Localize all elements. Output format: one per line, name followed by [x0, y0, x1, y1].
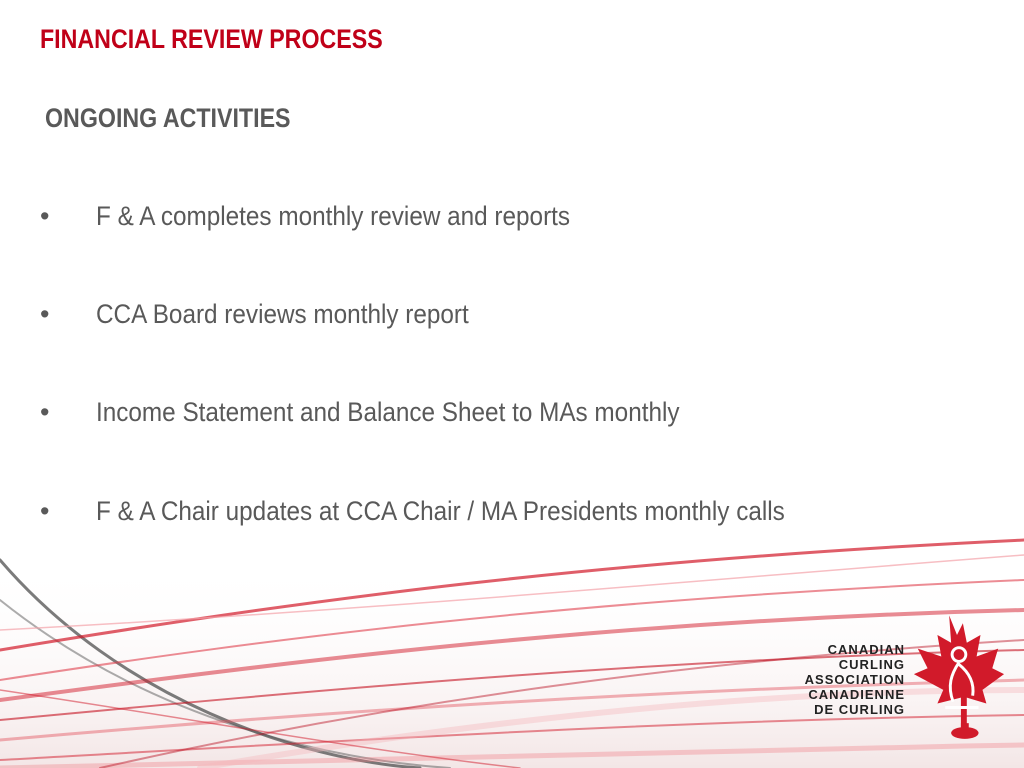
slide-title: FINANCIAL REVIEW PROCESS: [40, 24, 383, 54]
maple-leaf-curler-icon: [908, 612, 1006, 752]
bullet-icon: •: [40, 397, 50, 427]
logo-line: CANADIAN: [827, 642, 905, 657]
cca-logo: [800, 612, 1010, 762]
logo-wordmark: [705, 642, 905, 717]
bullet-text: CCA Board reviews monthly report: [96, 299, 469, 329]
bullet-text: F & A Chair updates at CCA Chair / MA Presidents monthly calls: [96, 496, 785, 526]
bullet-text: Income Statement and Balance Sheet to MAs monthly: [96, 397, 680, 427]
logo-line: DE CURLING: [814, 702, 905, 717]
bullet-icon: •: [40, 496, 50, 526]
bullet-text: F & A completes monthly review and reports: [96, 201, 571, 231]
logo-line: CANADIENNE: [808, 687, 905, 702]
logo-line: CURLING: [838, 657, 905, 672]
bullet-icon: •: [40, 201, 50, 231]
section-heading: ONGOING ACTIVITIES: [45, 103, 291, 133]
bullet-icon: •: [40, 299, 50, 329]
logo-line: ASSOCIATION: [804, 672, 905, 687]
